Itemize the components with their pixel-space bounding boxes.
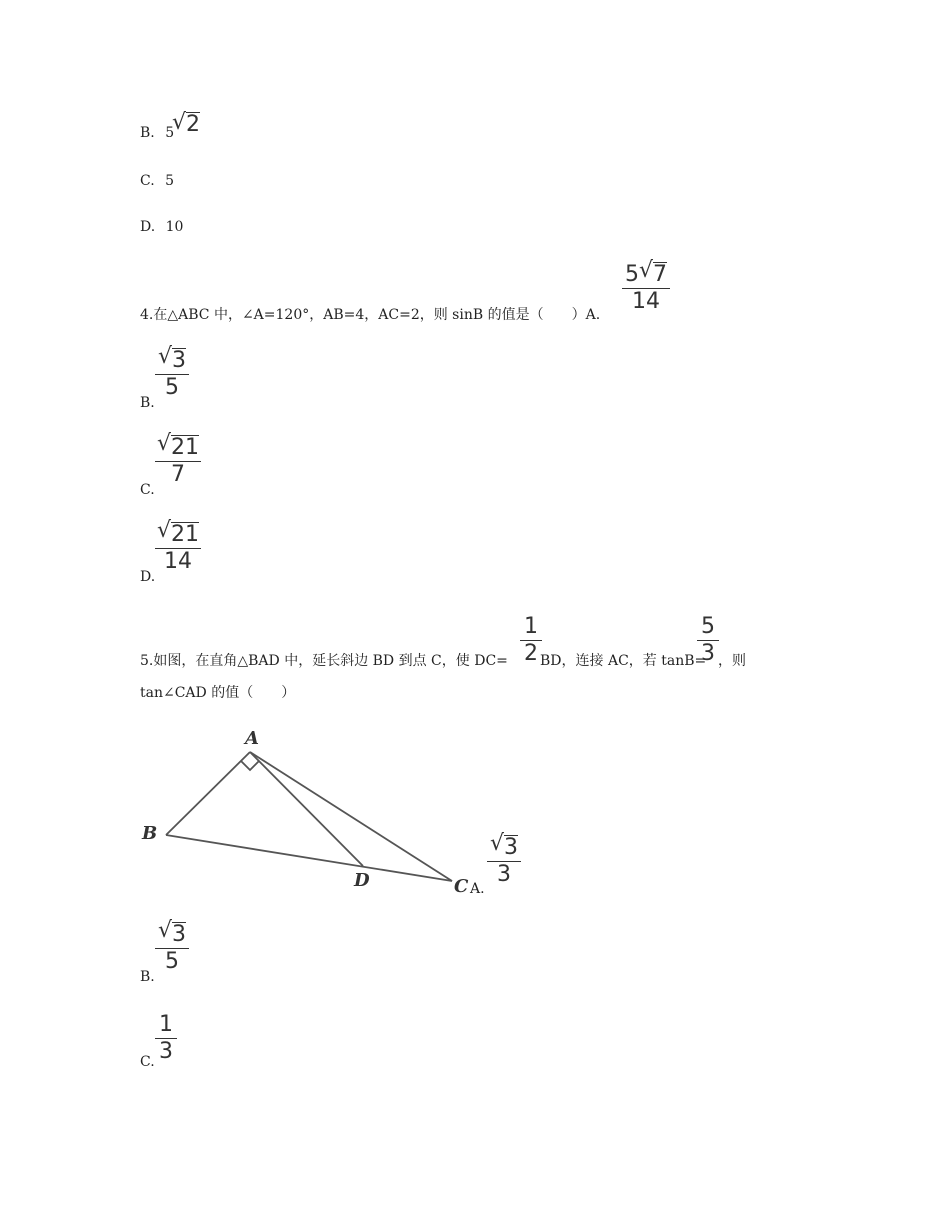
- option-letter: D.: [140, 219, 156, 235]
- triangle-figure: [130, 720, 490, 900]
- vertex-label-a: A: [245, 728, 259, 749]
- option-letter: C.: [140, 173, 155, 189]
- segment-ab: [166, 752, 250, 835]
- option-value: 5: [165, 173, 175, 189]
- numerator: 1: [524, 614, 538, 639]
- denominator: 3: [159, 1039, 173, 1064]
- segment-ac: [250, 752, 452, 881]
- radicand: 21: [171, 522, 199, 547]
- q3-option-b: [140, 124, 174, 142]
- denominator: 3: [497, 862, 511, 887]
- q3-option-d: [140, 218, 183, 236]
- q5-option-c-fraction: [155, 1014, 177, 1063]
- option-value: 10: [165, 219, 184, 235]
- q5-option-b-letter: B.: [140, 969, 155, 985]
- denominator: 3: [701, 641, 715, 666]
- radicand: 7: [653, 262, 667, 287]
- q4-stem: 4.在△ABC 中，∠A=120°，AB=4，AC=2，则 sinB 的值是（ ）A.: [140, 307, 601, 323]
- denominator: 7: [171, 462, 185, 487]
- coefficient: 5: [625, 262, 639, 287]
- q4-option-c-letter: C.: [140, 482, 155, 498]
- q5-stem-part2: BD，连接 AC，若 tanB=: [540, 653, 707, 669]
- q5-tanb-fraction: [697, 616, 719, 665]
- q4-option-a-fraction: 5 √ 7 14: [622, 262, 670, 313]
- radicand: 3: [172, 922, 186, 947]
- option-letter: B.: [140, 125, 155, 141]
- vertex-label-c: C: [454, 876, 469, 897]
- q5-dc-fraction: [520, 616, 542, 665]
- q5-stem-line2: tan∠CAD 的值（ ）: [140, 685, 296, 701]
- denominator: 2: [524, 641, 538, 666]
- q5-option-b-fraction: √ 3 5: [155, 922, 189, 973]
- q5-stem-part3: ，则: [718, 653, 746, 669]
- q4-option-b-fraction: √ 3 5: [155, 348, 189, 399]
- denominator: 5: [165, 949, 179, 974]
- q4-option-d-fraction: √ 21 14: [157, 518, 199, 574]
- numerator: 5: [701, 614, 715, 639]
- q3-option-b-radical: √ 2: [172, 110, 200, 137]
- radicand: 21: [171, 435, 199, 460]
- denominator: 14: [632, 289, 660, 314]
- denominator: 14: [164, 549, 192, 574]
- denominator: 5: [165, 375, 179, 400]
- vertex-label-b: B: [142, 823, 158, 844]
- q4-option-d-letter: D.: [140, 569, 156, 585]
- segment-bc: [166, 835, 452, 881]
- radicand: 2: [186, 112, 200, 137]
- q3-option-c: [140, 172, 174, 190]
- vertex-label-d: D: [354, 870, 370, 891]
- right-angle-mark: [241, 761, 259, 770]
- q5-option-a-fraction: √ 3 3: [487, 835, 521, 886]
- q5-stem-part1: 5.如图，在直角△BAD 中，延长斜边 BD 到点 C，使 DC=: [140, 653, 508, 669]
- radicand: 3: [504, 835, 518, 860]
- q5-option-a-letter: A.: [470, 881, 485, 897]
- numerator: 1: [159, 1012, 173, 1037]
- q5-option-c-letter: C.: [140, 1054, 155, 1070]
- q4-option-c-fraction: √ 21 7: [157, 431, 199, 487]
- segment-ad: [250, 752, 363, 866]
- radicand: 3: [172, 348, 186, 373]
- q4-option-b-letter: B.: [140, 395, 155, 411]
- option-coefficient: 5: [165, 125, 175, 141]
